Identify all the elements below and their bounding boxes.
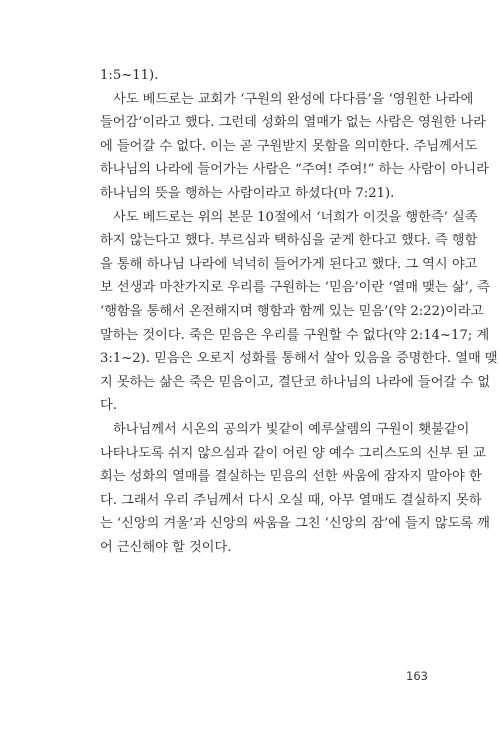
body-line: 나타나도록 쉬지 않으심과 같이 어린 양 예수 그리스도의 신부 된 교 <box>100 445 486 461</box>
body-line: 보 선생과 마찬가지로 우리를 구원하는 ‘믿음’이란 ‘열매 맺는 삶’, 즉 <box>100 280 490 296</box>
body-line: 하나님의 나라에 들어가는 사람은 “주여! 주여!” 하는 사람이 아니라 <box>100 162 489 178</box>
body-line: 하나님의 뜻을 행하는 사람이라고 하셨다(마 7:21). <box>100 185 395 201</box>
body-line: 하지 않는다고 했다. 부르심과 택하심을 굳게 한다고 했다. 즉 행함 <box>100 233 478 249</box>
body-line: 는 ‘신앙의 겨울’과 신앙의 싸움을 그친 ‘신앙의 잠’에 들지 않도록 깨 <box>100 516 490 532</box>
body-line: 어 근신해야 할 것이다. <box>100 539 232 555</box>
body-line: 들어감’이라고 했다. 그런데 성화의 열매가 없는 사람은 영원한 나라 <box>100 115 486 131</box>
body-line: 말하는 것이다. 죽은 믿음은 우리를 구원할 수 없다(약 2:14~17; 계 <box>100 327 490 343</box>
paragraph-first-line: 하나님께서 시온의 공의가 빛같이 예루살렘의 구원이 횃불같이 <box>113 421 470 437</box>
body-text <box>100 64 498 559</box>
page-number: 163 <box>406 669 428 683</box>
paragraph-first-line: 사도 베드로는 위의 본문 10절에서 ‘너희가 이것을 행한즉’ 실족 <box>113 209 478 225</box>
body-line: 다. <box>100 398 117 414</box>
body-line: ‘행함을 통해서 온전해지며 행함과 함께 있는 믿음’(약 2:22)이라고 <box>100 303 484 319</box>
body-line: 을 통해 하나님 나라에 넉넉히 들어가게 된다고 했다. 그 역시 야고 <box>100 256 478 272</box>
body-line: 1:5~11). <box>100 68 159 83</box>
body-line: 지 못하는 삶은 죽은 믿음이고, 결단코 하나님의 나라에 들어갈 수 없 <box>100 374 491 390</box>
body-line: 3:1~2). 믿음은 오로지 성화를 통해서 살아 있음을 증명한다. 열매 맺 <box>100 351 498 367</box>
paragraph-first-line: 사도 베드로는 교회가 ‘구원의 완성에 다다름’을 ‘영원한 나라에 <box>113 91 474 107</box>
body-line: 다. 그래서 우리 주님께서 다시 오실 때, 아무 열매도 결실하지 못하 <box>100 492 482 508</box>
body-line: 에 들어갈 수 없다. 이는 곧 구원받지 못함을 의미한다. 주님께서도 <box>100 138 478 154</box>
body-line: 회는 성화의 열매를 결실하는 믿음의 선한 싸움에 잠자지 말아야 한 <box>100 469 482 485</box>
